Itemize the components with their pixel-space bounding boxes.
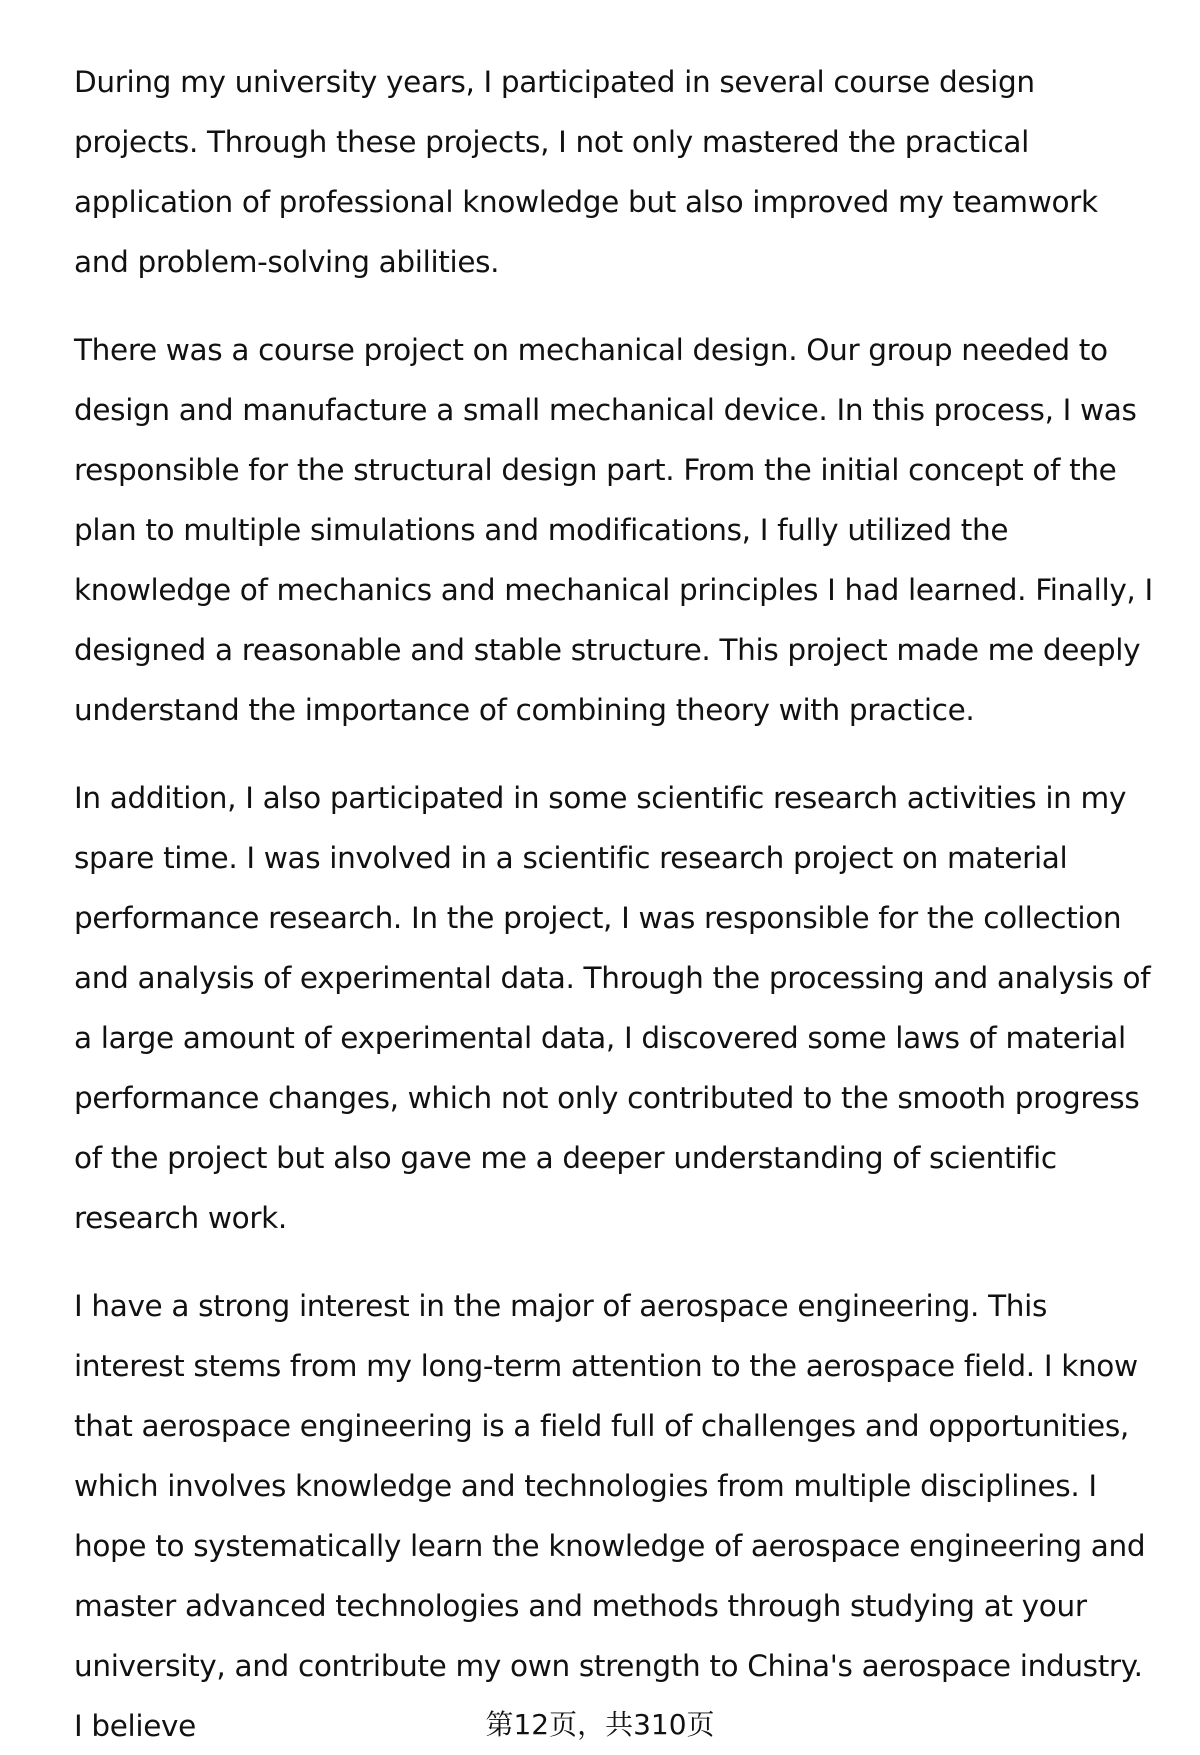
paragraph-research-activities: In addition, I also participated in some scientific research activities in my spare time. I was involved in a scientific research project on material performance research. In the project, I was responsible for the collection and analysis of experimental data. Through the processing and analysis of a large amount of experimental data, I discovered some laws of material performance changes, which not only contributed to the smooth progress of the project but also gave me a deeper understanding of scientific research work. — [74, 781, 1151, 1235]
paragraph-course-design: During my university years, I participated in several course design projects. Through these projects, I not only mastered the practical application of professional knowledge but also improved my teamwork and problem-solving abilities. — [74, 65, 1098, 279]
page-indicator: 第12页，共310页 — [485, 1708, 715, 1741]
document-body — [74, 52, 1154, 1755]
paragraph-aerospace-interest: I have a strong interest in the major of aerospace engineering. This interest stems from my long-term attention to the aerospace field. I know that aerospace engineering is a field full of challenges and opportunities, which involves knowledge and technologies from multiple disciplines. I hope to systematically learn the knowledge of aerospace engineering and master advanced technologies and methods through studying at your university, and contribute my own strength to China's aerospace industry. I believe — [74, 1289, 1146, 1743]
paragraph-mechanical-design-project: There was a course project on mechanical design. Our group needed to design and manufacture a small mechanical device. In this process, I was responsible for the structural design part. From the initial concept of the plan to multiple simulations and modifications, I fully utilized the knowledge of mechanics and mechanical principles I had learned. Finally, I designed a reasonable and stable structure. This project made me deeply understand the importance of combining theory with practice. — [74, 333, 1153, 727]
